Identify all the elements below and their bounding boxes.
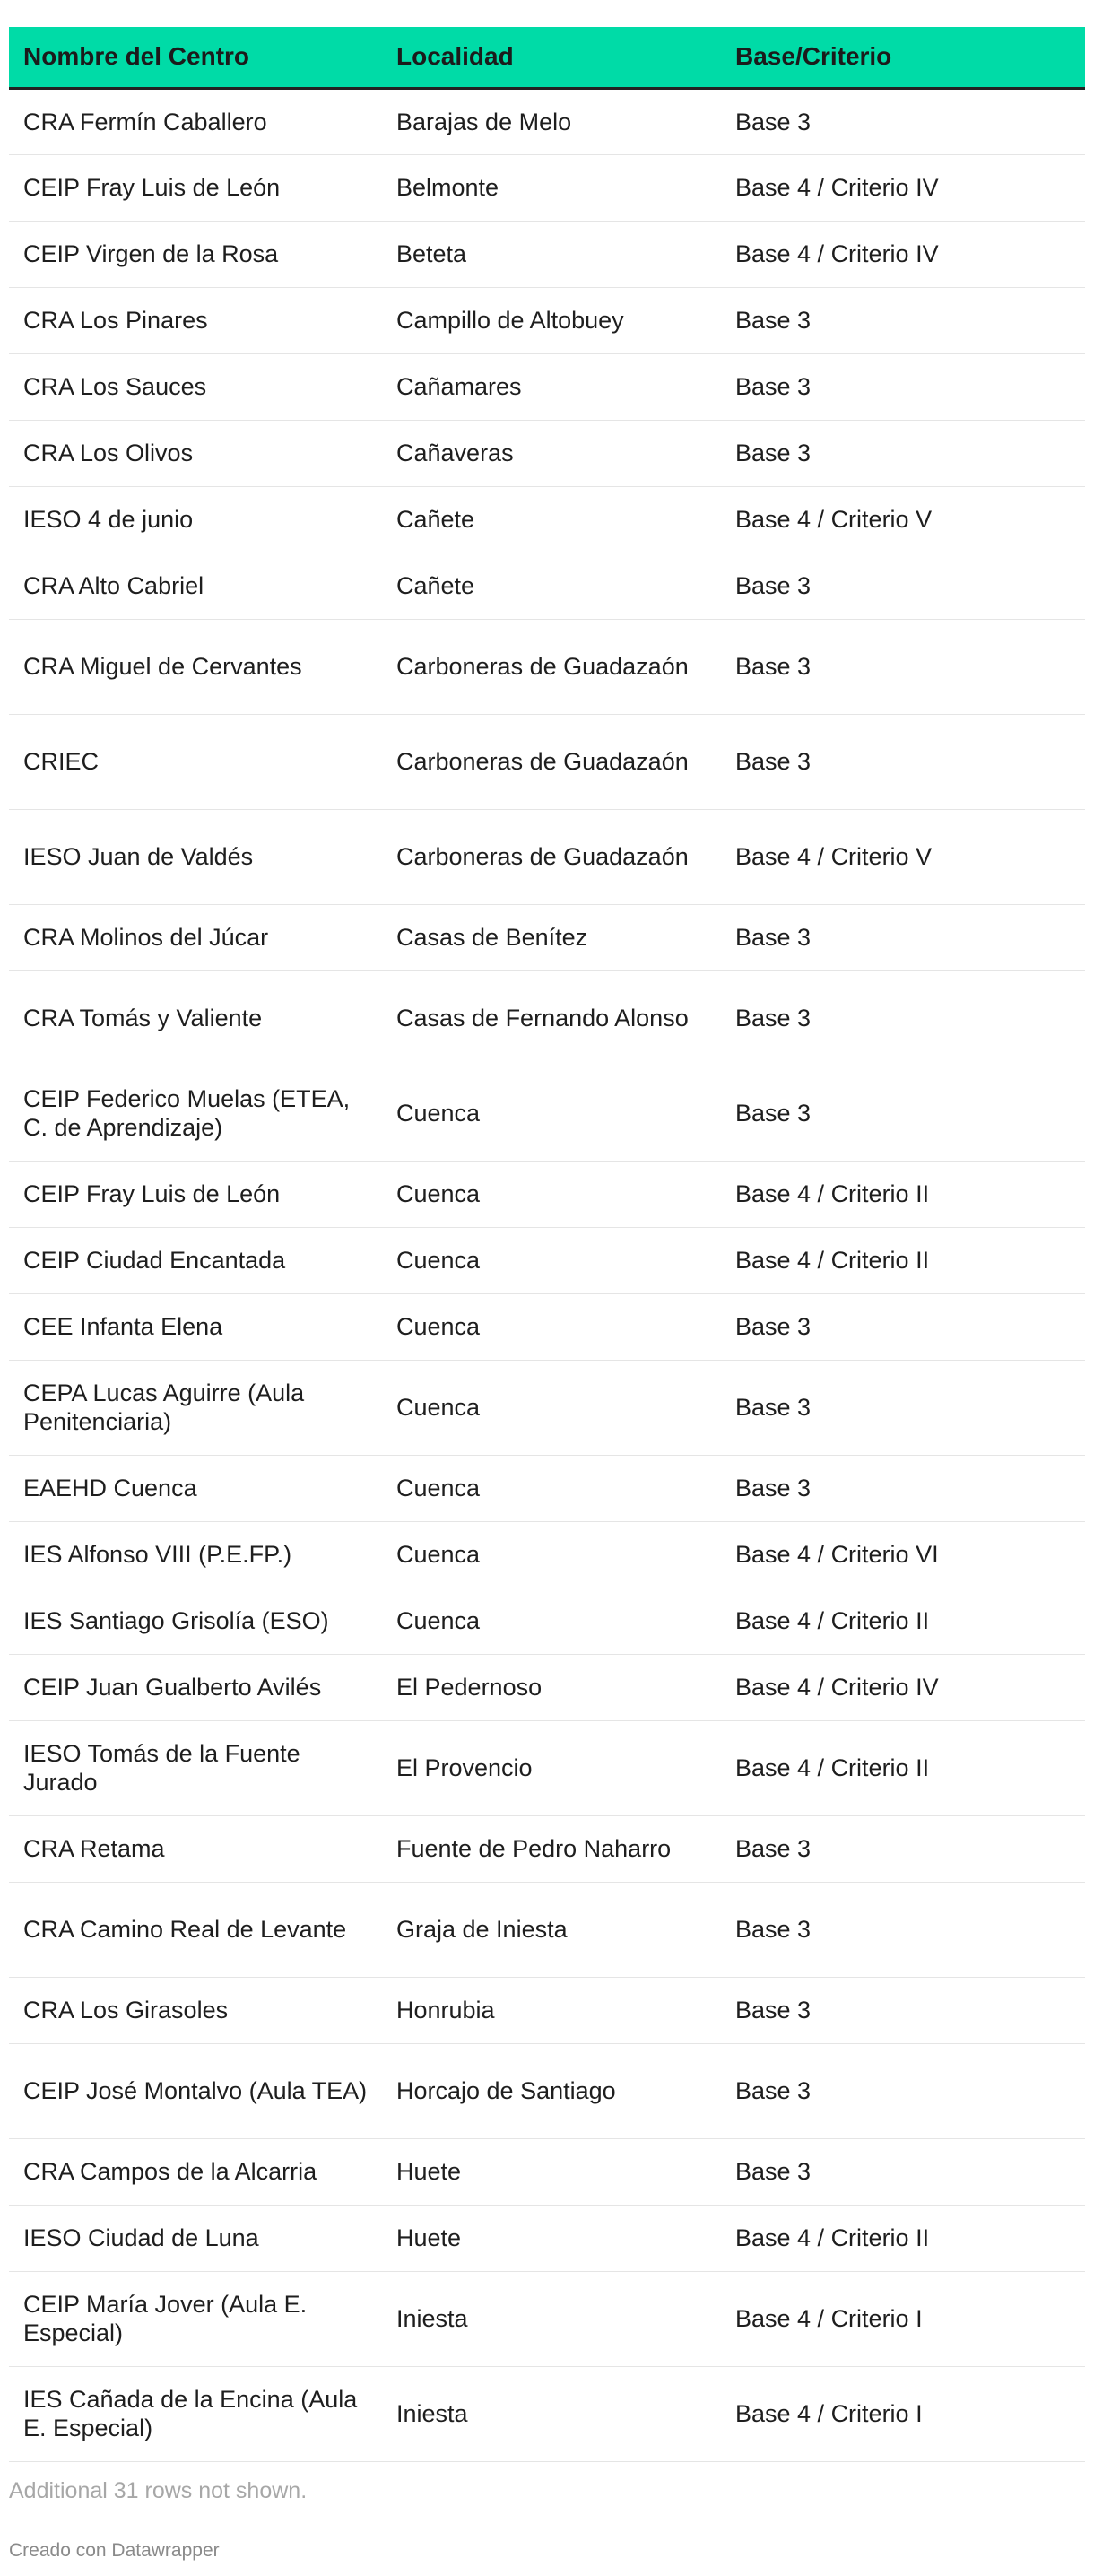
cell-base-criterio: Base 4 / Criterio II — [721, 1720, 1085, 1815]
cell-nombre-centro: IESO Tomás de la Fuente Jurado — [9, 1720, 382, 1815]
cell-localidad: Belmonte — [382, 154, 721, 221]
cell-nombre-centro: EAEHD Cuenca — [9, 1455, 382, 1521]
cell-localidad: Beteta — [382, 221, 721, 287]
cell-localidad: Huete — [382, 2205, 721, 2271]
centers-table — [9, 27, 1085, 2462]
cell-nombre-centro: CRA Los Girasoles — [9, 1977, 382, 2043]
cell-nombre-centro: CRA Fermín Caballero — [9, 88, 382, 154]
cell-localidad: Honrubia — [382, 1977, 721, 2043]
cell-nombre-centro: CEIP José Montalvo (Aula TEA) — [9, 2043, 382, 2138]
cell-localidad: Cuenca — [382, 1227, 721, 1293]
cell-localidad: Carboneras de Guadazaón — [382, 809, 721, 904]
cell-localidad: Cañete — [382, 486, 721, 553]
table-row — [9, 2366, 1085, 2461]
cell-localidad: Cuenca — [382, 1588, 721, 1654]
cell-localidad: Carboneras de Guadazaón — [382, 619, 721, 714]
cell-localidad: Cuenca — [382, 1161, 721, 1227]
cell-localidad: Iniesta — [382, 2271, 721, 2366]
header-row — [9, 27, 1085, 88]
cell-localidad: Cuenca — [382, 1521, 721, 1588]
cell-nombre-centro: CEIP Fray Luis de León — [9, 1161, 382, 1227]
cell-nombre-centro: CEIP Federico Muelas (ETEA, C. de Aprendizaje) — [9, 1066, 382, 1161]
cell-nombre-centro: CRA Tomás y Valiente — [9, 970, 382, 1066]
cell-nombre-centro: IES Cañada de la Encina (Aula E. Especial) — [9, 2366, 382, 2461]
cell-base-criterio: Base 4 / Criterio IV — [721, 154, 1085, 221]
table-body — [9, 88, 1085, 2461]
cell-nombre-centro: IESO Ciudad de Luna — [9, 2205, 382, 2271]
table-row — [9, 2271, 1085, 2366]
cell-localidad: Huete — [382, 2138, 721, 2205]
cell-base-criterio: Base 4 / Criterio VI — [721, 1521, 1085, 1588]
cell-nombre-centro: IESO Juan de Valdés — [9, 809, 382, 904]
column-header-nombre[interactable]: Nombre del Centro — [9, 27, 382, 88]
cell-nombre-centro: CRA Miguel de Cervantes — [9, 619, 382, 714]
cell-base-criterio: Base 3 — [721, 904, 1085, 970]
cell-nombre-centro: CEIP Fray Luis de León — [9, 154, 382, 221]
table-row — [9, 970, 1085, 1066]
table-row — [9, 2043, 1085, 2138]
cell-localidad: Cuenca — [382, 1293, 721, 1360]
cell-base-criterio: Base 4 / Criterio I — [721, 2366, 1085, 2461]
cell-localidad: El Provencio — [382, 1720, 721, 1815]
cell-nombre-centro: CEIP Juan Gualberto Avilés — [9, 1654, 382, 1720]
cell-localidad: Casas de Fernando Alonso — [382, 970, 721, 1066]
column-header-localidad[interactable]: Localidad — [382, 27, 721, 88]
cell-localidad: Campillo de Altobuey — [382, 287, 721, 353]
table-row — [9, 1066, 1085, 1161]
cell-nombre-centro: CRA Alto Cabriel — [9, 553, 382, 619]
cell-base-criterio: Base 4 / Criterio IV — [721, 221, 1085, 287]
cell-nombre-centro: CRA Los Sauces — [9, 353, 382, 420]
table-header — [9, 27, 1085, 88]
datawrapper-credit: Creado con Datawrapper — [9, 2540, 220, 2561]
cell-nombre-centro: IES Alfonso VIII (P.E.FP.) — [9, 1521, 382, 1588]
cell-localidad: Carboneras de Guadazaón — [382, 714, 721, 809]
cell-base-criterio: Base 4 / Criterio V — [721, 486, 1085, 553]
cell-base-criterio: Base 3 — [721, 1882, 1085, 1977]
cell-base-criterio: Base 4 / Criterio IV — [721, 1654, 1085, 1720]
cell-localidad: Cañamares — [382, 353, 721, 420]
table-row — [9, 154, 1085, 221]
table-row — [9, 1654, 1085, 1720]
cell-base-criterio: Base 4 / Criterio II — [721, 2205, 1085, 2271]
cell-base-criterio: Base 4 / Criterio II — [721, 1227, 1085, 1293]
cell-base-criterio: Base 3 — [721, 1815, 1085, 1882]
table-row — [9, 1293, 1085, 1360]
table-row — [9, 1521, 1085, 1588]
table-row — [9, 1815, 1085, 1882]
cell-nombre-centro: IES Santiago Grisolía (ESO) — [9, 1588, 382, 1654]
cell-base-criterio: Base 3 — [721, 1455, 1085, 1521]
table-row — [9, 553, 1085, 619]
table-row — [9, 1977, 1085, 2043]
table-row — [9, 619, 1085, 714]
cell-localidad: Horcajo de Santiago — [382, 2043, 721, 2138]
cell-localidad: El Pedernoso — [382, 1654, 721, 1720]
cell-localidad: Casas de Benítez — [382, 904, 721, 970]
cell-nombre-centro: IESO 4 de junio — [9, 486, 382, 553]
cell-base-criterio: Base 3 — [721, 970, 1085, 1066]
table-row — [9, 904, 1085, 970]
cell-base-criterio: Base 3 — [721, 353, 1085, 420]
table-row — [9, 2138, 1085, 2205]
cell-localidad: Cañaveras — [382, 420, 721, 486]
table-row — [9, 287, 1085, 353]
cell-base-criterio: Base 3 — [721, 2043, 1085, 2138]
cell-base-criterio: Base 4 / Criterio II — [721, 1161, 1085, 1227]
cell-localidad: Cañete — [382, 553, 721, 619]
cell-base-criterio: Base 3 — [721, 714, 1085, 809]
cell-base-criterio: Base 3 — [721, 420, 1085, 486]
cell-base-criterio: Base 3 — [721, 1977, 1085, 2043]
cell-nombre-centro: CEIP Virgen de la Rosa — [9, 221, 382, 287]
table-row — [9, 88, 1085, 154]
cell-localidad: Barajas de Melo — [382, 88, 721, 154]
cell-nombre-centro: CRA Los Olivos — [9, 420, 382, 486]
cell-nombre-centro: CEIP María Jover (Aula E. Especial) — [9, 2271, 382, 2366]
cell-nombre-centro: CRA Molinos del Júcar — [9, 904, 382, 970]
table-row — [9, 1455, 1085, 1521]
cell-base-criterio: Base 3 — [721, 287, 1085, 353]
cell-base-criterio: Base 4 / Criterio II — [721, 1588, 1085, 1654]
cell-localidad: Graja de Iniesta — [382, 1882, 721, 1977]
cell-nombre-centro: CRA Retama — [9, 1815, 382, 1882]
cell-nombre-centro: CRA Campos de la Alcarria — [9, 2138, 382, 2205]
cell-nombre-centro: CRIEC — [9, 714, 382, 809]
additional-rows-note: Additional 31 rows not shown. — [9, 2478, 308, 2503]
table-row — [9, 2205, 1085, 2271]
cell-base-criterio: Base 3 — [721, 1360, 1085, 1455]
cell-localidad: Iniesta — [382, 2366, 721, 2461]
table-row — [9, 1227, 1085, 1293]
table-row — [9, 1360, 1085, 1455]
cell-base-criterio: Base 3 — [721, 1293, 1085, 1360]
table-row — [9, 1720, 1085, 1815]
cell-nombre-centro: CEE Infanta Elena — [9, 1293, 382, 1360]
table-row — [9, 1588, 1085, 1654]
cell-nombre-centro: CRA Camino Real de Levante — [9, 1882, 382, 1977]
table-row — [9, 1161, 1085, 1227]
cell-base-criterio: Base 3 — [721, 2138, 1085, 2205]
table-row — [9, 1882, 1085, 1977]
table-row — [9, 221, 1085, 287]
cell-base-criterio: Base 3 — [721, 88, 1085, 154]
cell-base-criterio: Base 4 / Criterio I — [721, 2271, 1085, 2366]
cell-base-criterio: Base 3 — [721, 619, 1085, 714]
table-row — [9, 809, 1085, 904]
table-row — [9, 714, 1085, 809]
cell-base-criterio: Base 3 — [721, 553, 1085, 619]
cell-localidad: Fuente de Pedro Naharro — [382, 1815, 721, 1882]
column-header-base-criterio[interactable]: Base/Criterio — [721, 27, 1085, 88]
cell-base-criterio: Base 3 — [721, 1066, 1085, 1161]
table-row — [9, 486, 1085, 553]
table-row — [9, 420, 1085, 486]
cell-base-criterio: Base 4 / Criterio V — [721, 809, 1085, 904]
table-row — [9, 353, 1085, 420]
cell-nombre-centro: CEIP Ciudad Encantada — [9, 1227, 382, 1293]
cell-localidad: Cuenca — [382, 1455, 721, 1521]
cell-localidad: Cuenca — [382, 1066, 721, 1161]
cell-localidad: Cuenca — [382, 1360, 721, 1455]
cell-nombre-centro: CRA Los Pinares — [9, 287, 382, 353]
cell-nombre-centro: CEPA Lucas Aguirre (Aula Penitenciaria) — [9, 1360, 382, 1455]
